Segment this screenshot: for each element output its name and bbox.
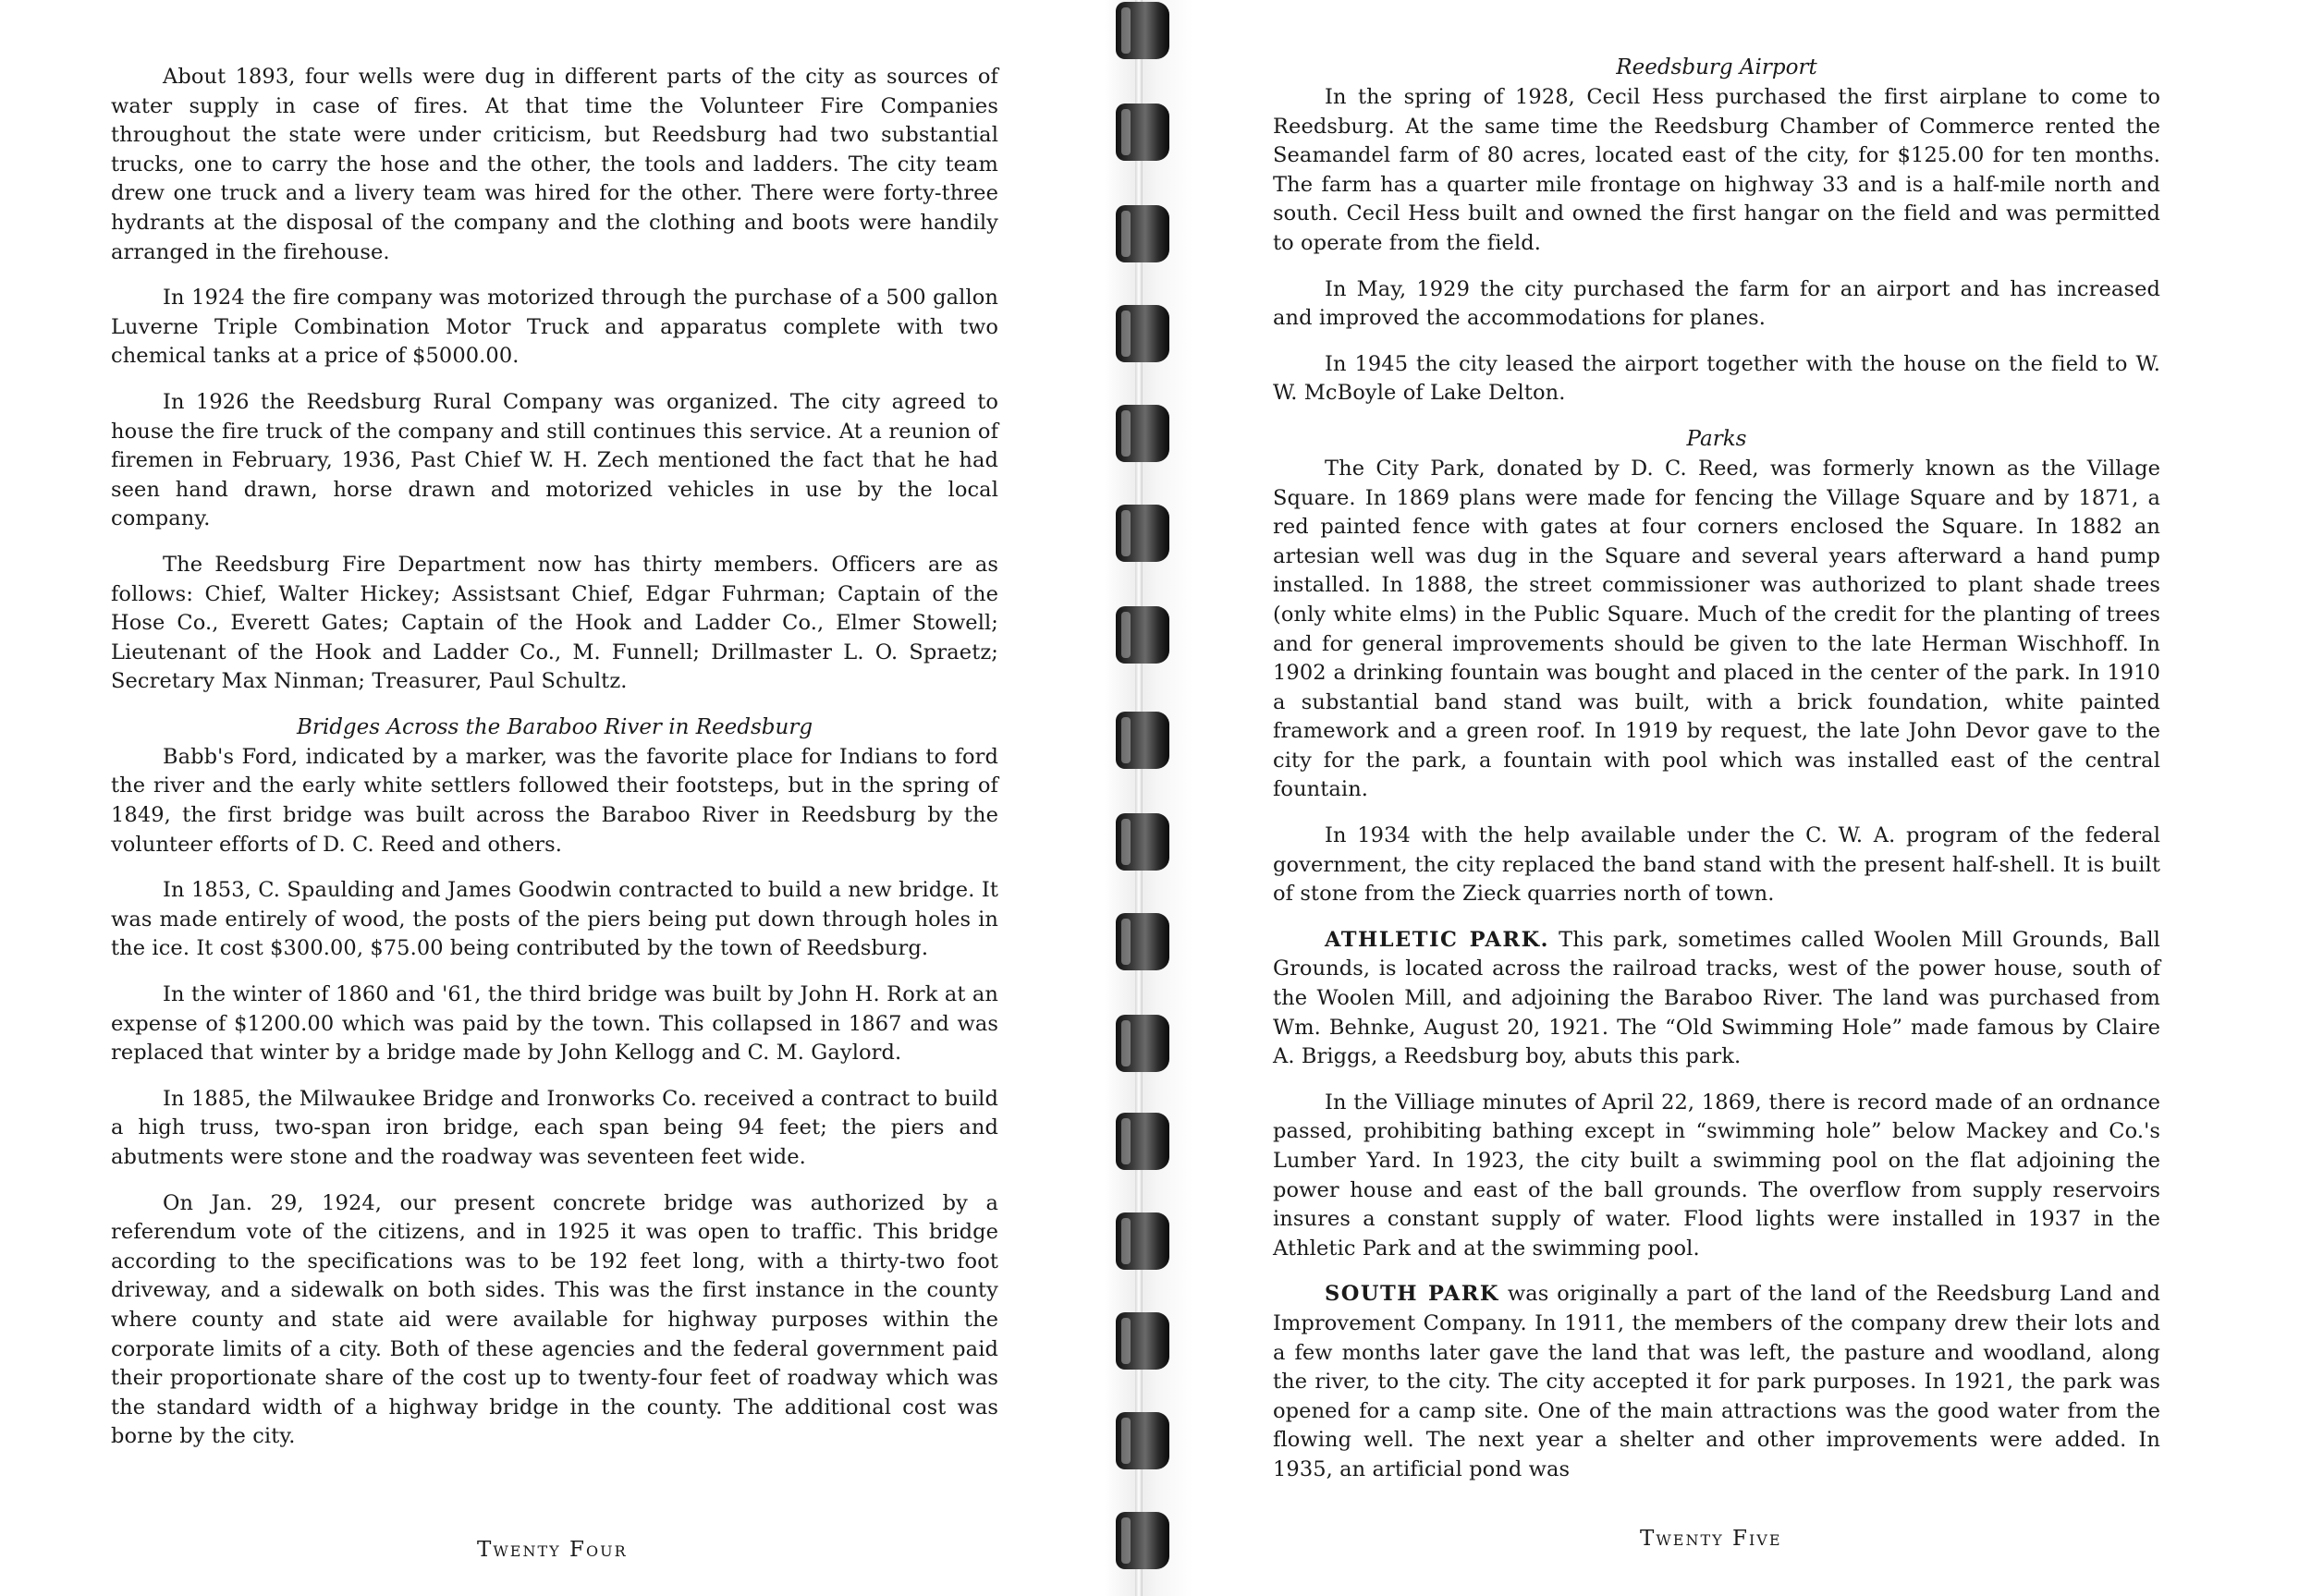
- paragraph-fire-motorized: In 1924 the fire company was motorized through the purchase of a 500 gallon Luverne Triple Combination Motor Truck and apparatus complete with two chemical tanks at a price of $5000.00.: [111, 286, 998, 369]
- paragraph-rural-company: In 1926 the Reedsburg Rural Company was organized. The city agreed to house the fire truck of the company and still continues this service. At a reunion of firemen in February, 1936, Past Chief W. H. Zech mentioned the fact that he had seen hand drawn, horse drawn and motorized vehicles in use by the local company.: [111, 389, 998, 531]
- binding-coil: [1116, 405, 1169, 462]
- binding-coil: [1116, 305, 1169, 362]
- paragraph-south-park: [1273, 1280, 2160, 1484]
- page-number-left: Twenty Four: [477, 1538, 628, 1562]
- paragraph-bridge-1860: In the winter of 1860 and '61, the third bridge was built by John H. Rork at an expense of $1200.00 which was paid by the town. This collapsed in 1867 and was replaced that winter by a bridge made by John Kellogg and C. M. Gaylord.: [111, 982, 998, 1066]
- south-park-text: was originally a part of the land of the Reedsburg Land and Improvement Company. In 1911, the members of the company drew their lots and a few months later gave the land that was left, the pasture and woodland, along the river, to the city. The city accepted it for park purposes. In 1921, the park was opened for a camp site. One of the main attractions was the good water from the flowing well. The next year a shelter and other improvements were added. In 1935, an artificial pond was: [1273, 1282, 2160, 1481]
- binding-coil: [1116, 104, 1169, 161]
- paragraph-fire-officers: The Reedsburg Fire Department now has thirty members. Officers are as follows: Chief, Walter Hickey; Assistsant Chief, Edgar Fuhrman; Captain of the Hose Co., Everett Gates; Captain of the Hook and Ladder Co., Elmer Stowell; Lieutenant of the Hook and Ladder Co., M. Funnell; Drillmaster L. O. Spraetz; Secretary Max Ninman; Treasurer, Paul Schultz.: [111, 552, 998, 694]
- binding-coil: [1116, 606, 1169, 664]
- athletic-park-text: This park, sometimes called Woolen Mill Grounds, Ball Grounds, is located across the railroad tracks, west of the power house, south of the Woolen Mill, and adjoining the Baraboo River. The land was purchased from Wm. Behnke, August 20, 1921. The “Old Swimming Hole” made famous by Claire A. Briggs, a Reedsburg boy, abuts this park.: [1273, 927, 2160, 1069]
- south-park-lead: SOUTH PARK: [1325, 1282, 1499, 1307]
- paragraph-bridge-1924: On Jan. 29, 1924, our present concrete bridge was authorized by a referendum vote of the citizens, and in 1925 it was open to traffic. This bridge according to the specifications was to be 192 feet long, with a thirty-two foot driveway, and a sidewalk on both sides. This was the first instance in the county where county and state aid were available for highway purposes within the corporate limits of a city. Both of these agencies and the federal government paid their proportionate share of the cost up to twenty-four feet of roadway which was the standard width of a highway bridge in the county. The additional cost was borne by the city.: [111, 1190, 998, 1449]
- paragraph-airport-1945: In 1945 the city leased the airport together with the house on the field to W. W. McBoyle of Lake Delton.: [1273, 351, 2160, 406]
- binding-coil: [1116, 1312, 1169, 1370]
- paragraph-swimming-hole: In the Villiage minutes of April 22, 1869, there is record made of an ordnance passed, prohibiting bathing except in “swimming hole” below Mackey and Co.'s Lumber Yard. In 1923, the city built a swimming pool on the flat adjoining the power house and east of the ball grounds. The overflow from supply reservoirs insures a constant supply of water. Flood lights were installed in 1937 in the Athletic Park and at the swimming pool.: [1273, 1090, 2160, 1261]
- athletic-park-lead: ATHLETIC PARK.: [1325, 927, 1549, 952]
- parks-heading: Parks: [1686, 426, 1747, 451]
- paragraph-fire-wells: About 1893, four wells were dug in different parts of the city as sources of water supply in case of fires. At that time the Volunteer Fire Companies throughout the state were under criticism, but Reedsburg had two substantial trucks, one to carry the hose and the other, the tools and ladders. The city team drew one truck and a livery team was hired for the other. There were forty-three hydrants at the disposal of the company and the clothing and boots were handily arranged in the firehouse.: [111, 65, 998, 264]
- binding-coil: [1116, 913, 1169, 970]
- paragraph-airport-1929: In May, 1929 the city purchased the farm for an airport and has increased and improved the accommodations for planes.: [1273, 276, 2160, 331]
- paragraph-band-shell: In 1934 with the help available under the C. W. A. program of the federal government, the city replaced the band stand with the present half-shell. It is built of stone from the Zieck quarries north of town.: [1273, 823, 2160, 907]
- binding-coil: [1116, 2, 1169, 59]
- binding-coil: [1116, 712, 1169, 769]
- right-page: [1192, 0, 2311, 1596]
- paragraph-airport-1928: In the spring of 1928, Cecil Hess purchased the first airplane to come to Reedsburg. At the same time the Reedsburg Chamber of Commerce rented the Seamandel farm of 80 acres, located east of the city, for $125.00 for ten months. The farm has a quarter mile frontage on highway 33 and is a half-mile north and south. Cecil Hess built and owned the first hangar on the field and was permitted to operate from the field.: [1273, 85, 2160, 255]
- binding-coil: [1116, 505, 1169, 562]
- binding-coil: [1116, 1113, 1169, 1170]
- bridges-heading: Bridges Across the Baraboo River in Reedsburg: [296, 714, 813, 739]
- right-text-column: [1273, 46, 2160, 1502]
- binding-coil: [1116, 1015, 1169, 1072]
- paragraph-city-park: The City Park, donated by D. C. Reed, was formerly known as the Village Square. In 1869 plans were made for fencing the Village Square and by 1871, a red painted fence with gates at four corners enclosed the Square. In 1882 an artesian well was dug in the Square and several years afterward a hand pump installed. In 1888, the street commissioner was authorized to plant shade trees (only white elms) in the Public Square. Much of the credit for the planting of trees and for general improvements should be given to the late Herman Wischhoff. In 1902 a drinking fountain was bought and placed in the center of the park. In 1910 a substantial band stand was built, with a brick foundation, white painted framework and a green roof. In 1919 by request, the late John Devor gave to the city for the park, a fountain with pool which was installed east of the central fountain.: [1273, 456, 2160, 802]
- binding-coil: [1116, 205, 1169, 262]
- binding-coil: [1116, 1512, 1169, 1569]
- left-page: [0, 0, 1105, 1596]
- binding-coil: [1116, 813, 1169, 871]
- paragraph-bridge-1853: In 1853, C. Spaulding and James Goodwin contracted to build a new bridge. It was made entirely of wood, the posts of the piers being put down through holes in the ice. It cost $300.00, $75.00 being contributed by the town of Reedsburg.: [111, 878, 998, 961]
- paragraph-bridge-1885: In 1885, the Milwaukee Bridge and Ironworks Co. received a contract to build a high truss, two-span iron bridge, each span being 94 feet; the piers and abutments were stone and the roadway was seventeen feet wide.: [111, 1086, 998, 1169]
- binding-coil: [1116, 1212, 1169, 1270]
- paragraph-babbs-ford: Babb's Ford, indicated by a marker, was the favorite place for Indians to ford the river and the early white settlers followed their footsteps, but in the spring of 1849, the first bridge was built across the Baraboo River in Reedsburg by the volunteer efforts of D. C. Reed and others.: [111, 744, 998, 857]
- binding-coil: [1116, 1412, 1169, 1469]
- left-text-column: [111, 63, 998, 1468]
- airport-heading: Reedsburg Airport: [1616, 55, 1817, 79]
- paragraph-athletic-park: [1273, 926, 2160, 1072]
- page-number-right: Twenty Five: [1640, 1527, 1782, 1551]
